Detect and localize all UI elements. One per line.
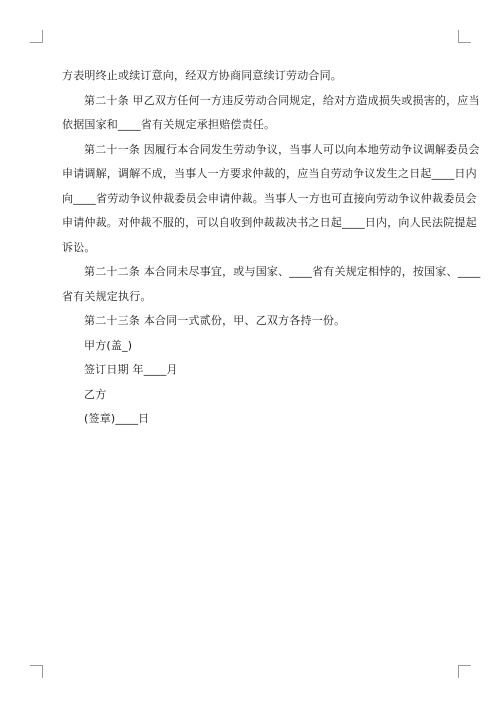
article-21-line-3: 向____省劳动争议仲裁委员会申请仲裁。当事人一方也可直接向劳动争议仲裁委员会 — [62, 191, 477, 205]
crop-mark-bottom-left — [30, 665, 43, 678]
party-b: 乙方 — [84, 387, 107, 401]
article-22-line-1: 第二十二条 本合同未尽事宜，或与国家、____省有关规定相悖的，按国家、____ — [84, 265, 481, 278]
article-21-line-5: 诉讼。 — [62, 240, 96, 254]
article-21-line-4: 申请仲裁。对仲裁不服的，可以自收到仲裁裁决书之日起____日内，向人民法院提起 — [62, 216, 477, 229]
article-21-line-2: 申请调解，调解不成，当事人一方要求仲裁的，应当自劳动争议发生之日起____日内 — [62, 167, 477, 180]
signing-date: 签订日期 年____月 — [84, 363, 178, 376]
article-21-line-1: 第二十一条 因履行本合同发生劳动争议，当事人可以向本地劳动争议调解委员会 — [84, 142, 480, 156]
party-a-seal: 甲方(盖_) — [84, 338, 133, 352]
article-22-line-2: 省有关规定执行。 — [62, 289, 152, 303]
text-line: 方表明终止或续订意向，经双方协商同意续订劳动合同。 — [62, 69, 342, 82]
crop-mark-top-right — [458, 30, 471, 43]
crop-mark-top-left — [30, 30, 43, 43]
article-23-line: 第二十三条 本合同一式贰份，甲、乙双方各持一份。 — [84, 314, 346, 327]
document-body — [62, 64, 481, 432]
crop-mark-bottom-right — [458, 665, 471, 678]
article-20-line-1: 第二十条 甲乙双方任何一方违反劳动合同规定，给对方造成损失或损害的，应当 — [84, 93, 480, 107]
signature-day: (签章)____日 — [84, 412, 150, 425]
article-20-line-2: 依据国家和____省有关规定承担赔偿责任。 — [62, 118, 276, 131]
